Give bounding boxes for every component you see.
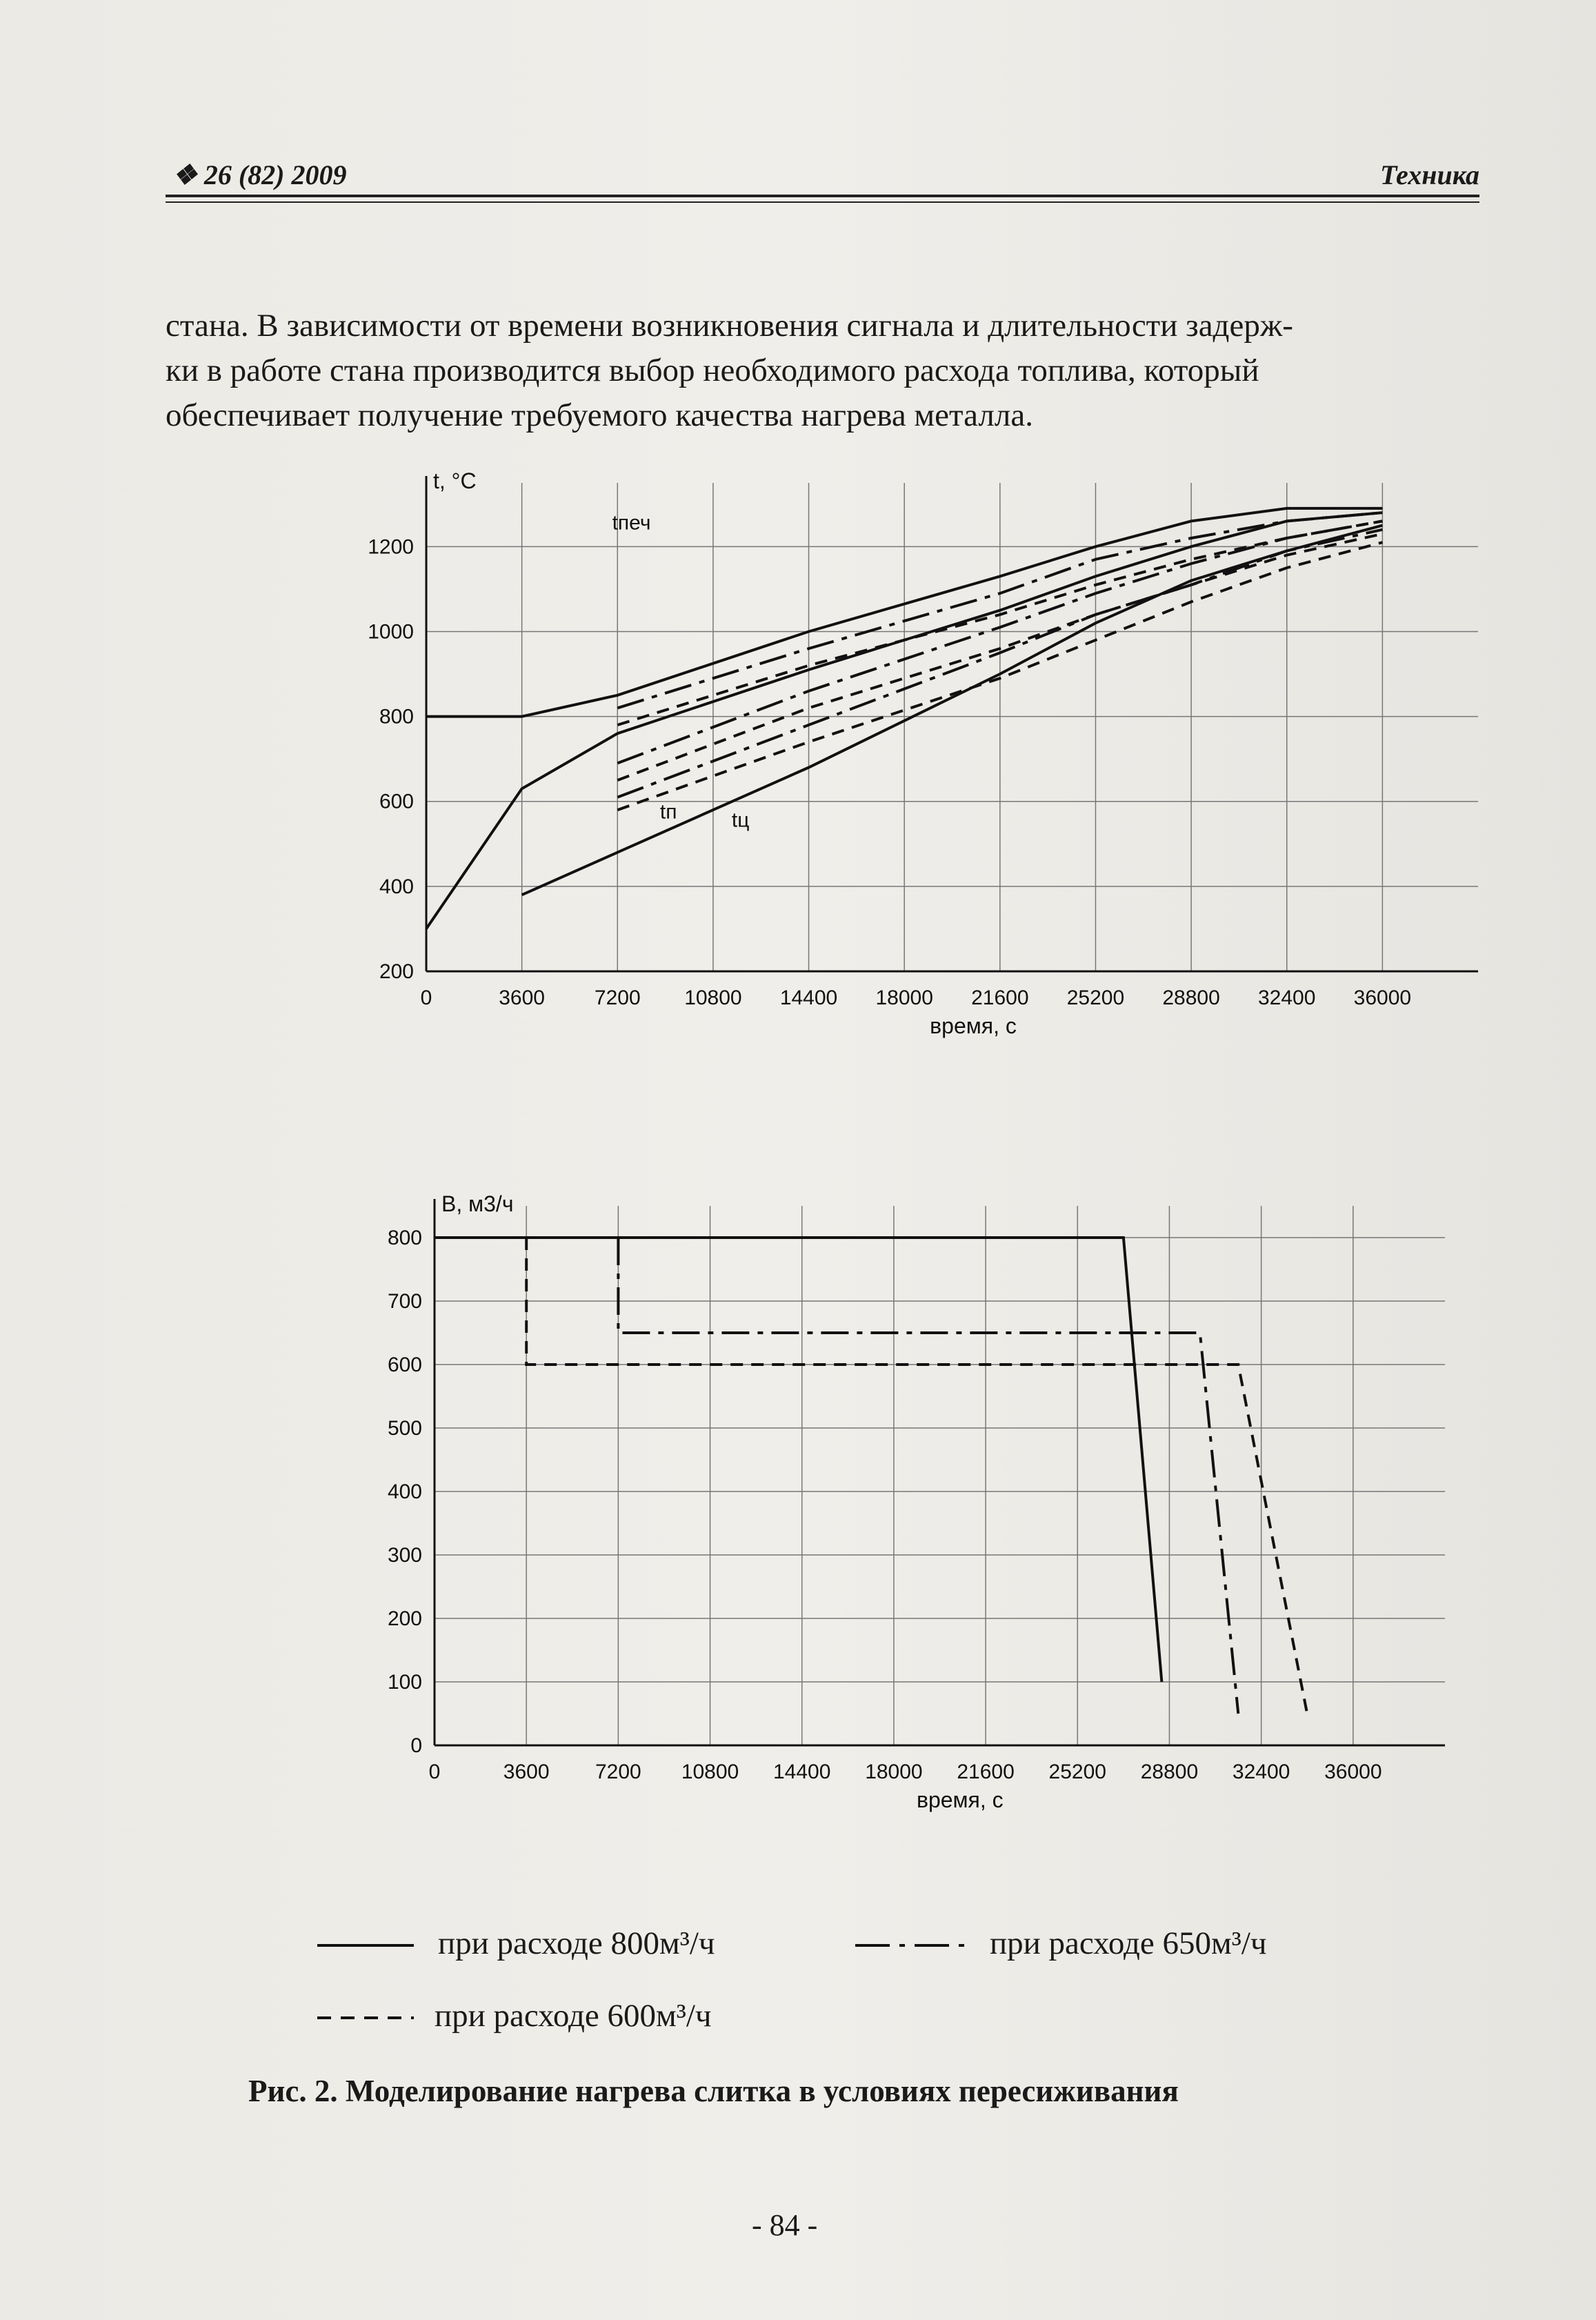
y-tick-label: 200 [379, 960, 414, 983]
x-tick-label: 25200 [1066, 987, 1125, 1009]
x-tick-label: 3600 [499, 987, 546, 1009]
y-axis-label: t, °C [433, 468, 477, 493]
series-line-solid [522, 526, 1383, 895]
intro-line: стана. В зависимости от времени возникновения сигнала и длительности задерж- [166, 308, 1293, 344]
section-title: Техника [1380, 159, 1479, 190]
issue-number: ❖ 26 (82) 2009 [172, 159, 347, 190]
y-tick-label: 800 [387, 1227, 422, 1249]
y-axis-label: B, м3/ч [441, 1191, 514, 1216]
x-tick-label: 14400 [773, 1761, 831, 1783]
legend-label: при расходе 600м³/ч [435, 1998, 712, 2034]
curve-annotation: tп [659, 800, 677, 824]
x-axis-label: время, с [916, 1787, 1004, 1812]
x-tick-label: 28800 [1162, 987, 1220, 1009]
y-tick-label: 400 [387, 1480, 422, 1503]
y-tick-label: 800 [379, 705, 414, 728]
y-tick-label: 0 [410, 1734, 422, 1757]
y-tick-label: 600 [379, 790, 414, 813]
y-tick-label: 400 [379, 875, 414, 898]
y-tick-label: 1200 [368, 535, 414, 559]
temperature-chart [368, 468, 1478, 1038]
page-number: - 84 - [752, 2208, 818, 2242]
x-tick-label: 32400 [1258, 987, 1316, 1009]
intro-line: обеспечивает получение требуемого качества нагрева металла. [166, 397, 1033, 433]
y-tick-label: 100 [387, 1671, 422, 1694]
x-tick-label: 28800 [1140, 1761, 1199, 1783]
curve-annotation: tпеч [612, 511, 651, 535]
x-tick-label: 10800 [681, 1761, 739, 1783]
y-tick-label: 700 [387, 1290, 422, 1313]
curve-annotation: tц [731, 809, 750, 832]
y-tick-label: 1000 [368, 620, 414, 644]
y-tick-label: 200 [387, 1607, 422, 1630]
x-tick-label: 14400 [779, 987, 838, 1009]
x-tick-label: 25200 [1048, 1761, 1106, 1783]
x-tick-label: 36000 [1324, 1761, 1382, 1783]
fuel-flow-chart [388, 1191, 1445, 1812]
x-tick-label: 36000 [1353, 987, 1412, 1009]
x-tick-label: 7200 [594, 987, 641, 1009]
y-tick-label: 600 [387, 1354, 422, 1376]
intro-line: ки в работе стана производится выбор необходимого расхода топлива, который [166, 353, 1259, 388]
x-tick-label: 18000 [875, 987, 933, 1009]
legend-label: при расходе 800м³/ч [438, 1925, 715, 1961]
x-tick-label: 18000 [865, 1761, 923, 1783]
x-axis-label: время, с [930, 1013, 1017, 1038]
dashed-line-swatch [317, 2011, 414, 2025]
series-line-dashed [526, 1238, 1307, 1714]
x-tick-label: 21600 [971, 987, 1029, 1009]
x-tick-label: 10800 [684, 987, 742, 1009]
legend-label: при расходе 650м³/ч [990, 1925, 1267, 1961]
series-line-solid [435, 1238, 1161, 1682]
solid-line-swatch [317, 1939, 414, 1952]
figure-caption: Рис. 2. Моделирование нагрева слитка в условиях пересиживания [248, 2074, 1179, 2108]
x-tick-label: 3600 [503, 1761, 550, 1783]
y-tick-label: 300 [387, 1544, 422, 1567]
dashdot-line-swatch [855, 1939, 966, 1952]
x-tick-label: 32400 [1232, 1761, 1290, 1783]
x-tick-label: 0 [420, 987, 432, 1009]
x-tick-label: 0 [428, 1761, 441, 1783]
x-tick-label: 21600 [957, 1761, 1015, 1783]
x-tick-label: 7200 [595, 1761, 641, 1783]
y-tick-label: 500 [387, 1417, 422, 1440]
